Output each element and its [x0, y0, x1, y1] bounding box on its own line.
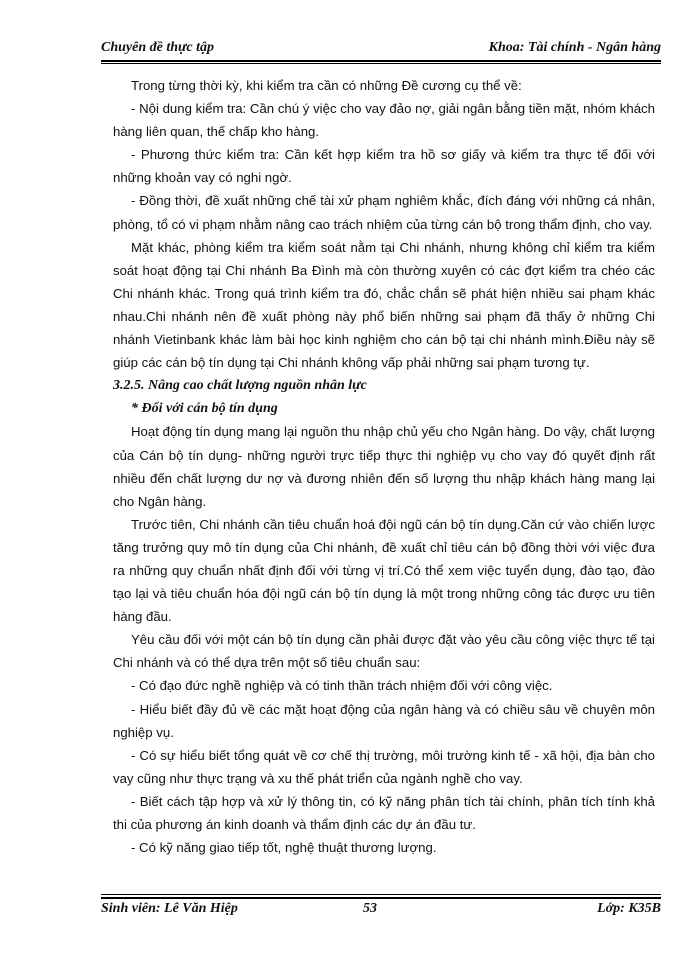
list-item: - Biết cách tập hợp và xử lý thông tin, có kỹ năng phân tích tài chính, phân tích tính khả thi của phương án kinh doanh và thẩm định các dự án đầu tư. — [113, 793, 655, 832]
subsection-heading: * Đối với cán bộ tín dụng — [131, 401, 278, 417]
paragraph: Trong từng thời kỳ, khi kiểm tra cần có những Đề cương cụ thể về: — [131, 78, 522, 93]
list-item: - Có kỹ năng giao tiếp tốt, nghệ thuật thương lượng. — [131, 840, 437, 856]
list-item: - Có đạo đức nghề nghiệp và có tinh thần trách nhiệm đối với công việc. — [131, 678, 553, 694]
footer-rule — [101, 897, 661, 899]
footer-class: Lớp: K35B — [597, 901, 661, 916]
list-item: - Đồng thời, đề xuất những chế tài xử phạm nghiêm khắc, đích đáng với những cá nhân, phòng, tổ có vi phạm nhằm nâng cao trách nhiệm của từng cán bộ trong thẩm định, cho vay. — [113, 193, 655, 232]
section-heading: 3.2.5. Nâng cao chất lượng nguồn nhân lực — [113, 378, 367, 394]
paragraph: Hoạt động tín dụng mang lại nguồn thu nhập chủ yếu cho Ngân hàng. Do vậy, chất lượng của Cán bộ tín dụng- những người trực tiếp thực thi nghiệp vụ cho vay đó quyết định rất nhiều đến chất lượng dư nợ và đương nhiên đến số lượng thu nhập khách hàng mang lại cho Ngân hàng. — [113, 424, 655, 509]
list-item: - Phương thức kiểm tra: Cần kết hợp kiểm tra hồ sơ giấy và kiểm tra thực tế đối với những khoản vay có nghi ngờ. — [113, 147, 655, 186]
header-rule-thin — [101, 63, 661, 64]
page-body — [113, 74, 655, 859]
page-header — [101, 40, 661, 56]
paragraph: Mặt khác, phòng kiểm tra kiểm soát nằm tại Chi nhánh, nhưng không chỉ kiểm tra kiểm soát hoạt động tại Chi nhánh Ba Đình mà còn thường xuyên có các đợt kiểm tra chéo các Chi nhánh khác. Trong quá trình kiểm tra đó, chắc chắn sẽ phát hiện nhiều sai phạm khác nhau.Chi nhánh nên đề xuất phòng này phổ biến những sai phạm đã thấy ở những Chi nhánh Vietinbank khác làm bài học kinh nghiệm cho cán bộ tại chi nhánh mình.Điều này sẽ giúp các cán bộ tín dụng tại Chi nhánh không vấp phải những sai phạm tương tự. — [113, 239, 655, 371]
footer-student: Sinh viên: Lê Văn Hiệp — [101, 901, 238, 916]
footer-rule-thin — [101, 894, 661, 895]
page-number: 53 — [363, 901, 377, 916]
header-rule — [101, 60, 661, 62]
list-item: - Hiểu biết đầy đủ về các mặt hoạt động của ngân hàng và có chiều sâu về chuyên môn nghiệp vụ. — [113, 701, 655, 740]
list-item: - Có sự hiểu biết tổng quát về cơ chế thị trường, môi trường kinh tế - xã hội, địa bàn cho vay cũng như thực trạng và xu thế phát triển của ngành nghề cho vay. — [113, 747, 655, 786]
list-item: - Nội dung kiểm tra: Cần chú ý việc cho vay đảo nợ, giải ngân bằng tiền mặt, nhóm khách hàng liên quan, thế chấp kho hàng. — [113, 101, 655, 140]
paragraph: Yêu cầu đối với một cán bộ tín dụng cần phải được đặt vào yêu cầu công việc thực tế tại Chi nhánh và có thể dựa trên một số tiêu chuẩn sau: — [113, 632, 655, 671]
header-left: Chuyên đề thực tập — [101, 40, 215, 55]
paragraph: Trước tiên, Chi nhánh cần tiêu chuẩn hoá đội ngũ cán bộ tín dụng.Căn cứ vào chiến lược tăng trưởng quy mô tín dụng của Chi nhánh, đề xuất chỉ tiêu cán bộ đồng thời với việc đưa ra những quy chuẩn nhất định đối với từng vị trí.Có thể xem việc tuyển dụng, đào tạo, đào tạo lại và tiêu chuẩn hóa đội ngũ cán bộ tín dụng là một trong những công tác được ưu tiên hàng đầu. — [113, 516, 655, 625]
header-right: Khoa: Tài chính - Ngân hàng — [488, 40, 661, 55]
